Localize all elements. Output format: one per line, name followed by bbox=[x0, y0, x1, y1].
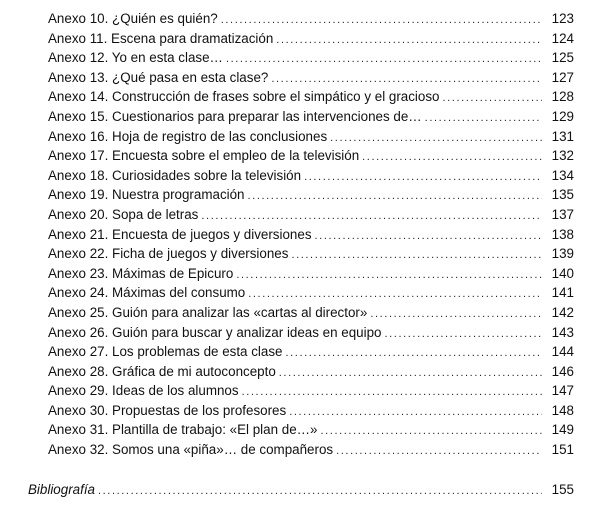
toc-entry-title: Anexo 15. Cuestionarios para preparar las intervenciones de… bbox=[48, 108, 422, 124]
toc-leader-dots bbox=[385, 325, 543, 345]
toc-leader-dots bbox=[370, 305, 542, 325]
toc-entry bbox=[48, 107, 574, 127]
toc-leader-dots bbox=[276, 31, 542, 51]
toc-entry-page-number: 146 bbox=[551, 363, 574, 379]
toc-leader-dots bbox=[362, 148, 542, 168]
toc-leader-dots bbox=[236, 266, 542, 286]
toc-entry-title: Anexo 23. Máximas de Epicuro bbox=[48, 265, 234, 281]
toc-entry-title: Anexo 11. Escena para dramatización bbox=[48, 30, 274, 46]
toc-entry-title: Anexo 31. Plantilla de trabajo: «El plan de…» bbox=[48, 422, 318, 438]
toc-entry-title: Anexo 19. Nuestra programación bbox=[48, 187, 245, 203]
toc-entry-page-number: 135 bbox=[551, 187, 574, 203]
toc-entry bbox=[48, 244, 574, 264]
toc-entry bbox=[48, 440, 574, 460]
toc-leader-dots bbox=[289, 403, 542, 423]
toc-entry-title: Anexo 14. Construcción de frases sobre el simpático y el gracioso bbox=[48, 89, 440, 105]
toc-leader-dots bbox=[248, 187, 542, 207]
toc-entry bbox=[48, 127, 574, 147]
toc-entry-page-number: 124 bbox=[551, 30, 574, 46]
toc-entry bbox=[48, 68, 574, 88]
toc-entry bbox=[48, 283, 574, 303]
toc-leader-dots bbox=[320, 422, 542, 442]
toc-entry-title: Anexo 17. Encuesta sobre el empleo de la televisión bbox=[48, 148, 360, 164]
toc-entry-page-number: 131 bbox=[551, 128, 574, 144]
toc-entry-title: Anexo 22. Ficha de juegos y diversiones bbox=[48, 246, 289, 262]
toc-entry-page-number: 123 bbox=[551, 11, 574, 26]
toc-entry bbox=[48, 323, 574, 343]
toc-entry-page-number: 125 bbox=[551, 50, 574, 66]
toc-entry bbox=[48, 166, 574, 186]
toc-entry-page-number: 148 bbox=[551, 402, 574, 418]
toc-entry-page-number: 140 bbox=[551, 265, 574, 281]
toc-entry bbox=[48, 225, 574, 245]
toc-entry-title: Anexo 25. Guión para analizar las «cartas al director» bbox=[48, 304, 368, 320]
toc-entry-page-number: 147 bbox=[551, 383, 574, 399]
toc-entry-title: Anexo 29. Ideas de los alumnos bbox=[48, 383, 239, 399]
toc-entry-page-number: 141 bbox=[551, 285, 574, 301]
toc-entry-page-number: 139 bbox=[551, 246, 574, 262]
toc-entry-title: Anexo 26. Guión para buscar y analizar ideas en equipo bbox=[48, 324, 382, 340]
toc-entry-title: Anexo 10. ¿Quién es quién? bbox=[48, 11, 218, 26]
toc-entry bbox=[48, 48, 574, 68]
toc-entry-page-number: 134 bbox=[551, 167, 574, 183]
toc-entry bbox=[48, 9, 574, 29]
toc-entry bbox=[48, 303, 574, 323]
toc-entry bbox=[48, 362, 574, 382]
toc-entry bbox=[48, 185, 574, 205]
toc-entry bbox=[48, 29, 574, 49]
toc-entry bbox=[48, 420, 574, 440]
toc-entry bbox=[48, 87, 574, 107]
toc-leader-dots bbox=[285, 344, 542, 364]
toc-leader-dots bbox=[279, 364, 542, 384]
toc-entry bbox=[48, 381, 574, 401]
toc-entry bbox=[48, 205, 574, 225]
toc-entry bbox=[48, 401, 574, 421]
toc-entry-page-number: 128 bbox=[551, 89, 574, 105]
toc-entry-page-number: 149 bbox=[551, 422, 574, 438]
toc-entry-title: Anexo 21. Encuesta de juegos y diversiones bbox=[48, 226, 312, 242]
toc-entry-title: Anexo 30. Propuestas de los profesores bbox=[48, 402, 287, 418]
toc-entry-title: Anexo 32. Somos una «piña»… de compañeros bbox=[48, 442, 334, 458]
toc-entry-page-number: 143 bbox=[551, 324, 574, 340]
toc-entry bbox=[48, 342, 574, 362]
toc-entry bbox=[48, 264, 574, 284]
toc-entry-page-number: 142 bbox=[551, 304, 574, 320]
toc-entry-title: Anexo 27. Los problemas de esta clase bbox=[48, 344, 283, 360]
toc-entry-title: Anexo 16. Hoja de registro de las conclusiones bbox=[48, 128, 328, 144]
toc-entry-page-number: 132 bbox=[551, 148, 574, 164]
toc-entry-title: Anexo 28. Gráfica de mi autoconcepto bbox=[48, 363, 276, 379]
toc-entry-page-number: 127 bbox=[551, 69, 574, 85]
toc-entry-bibliography bbox=[28, 480, 574, 500]
toc-entry-page-number: 151 bbox=[551, 442, 574, 458]
toc-entry-page-number: 155 bbox=[551, 482, 574, 497]
toc-leader-dots bbox=[291, 246, 542, 266]
toc-entry-title: Bibliografía bbox=[28, 482, 95, 497]
toc-leader-dots bbox=[98, 481, 542, 501]
toc-entry-title: Anexo 20. Sopa de letras bbox=[48, 206, 199, 222]
toc-entry-page-number: 144 bbox=[551, 344, 574, 360]
toc-leader-dots bbox=[304, 168, 542, 188]
toc-entry-page-number: 129 bbox=[551, 108, 574, 124]
toc-leader-dots bbox=[425, 109, 542, 129]
toc-entry-title: Anexo 18. Curiosidades sobre la televisión bbox=[48, 167, 302, 183]
toc-leader-dots bbox=[226, 50, 542, 70]
toc-leader-dots bbox=[315, 227, 542, 247]
toc-entry-title: Anexo 24. Máximas del consumo bbox=[48, 285, 246, 301]
toc-leader-dots bbox=[336, 442, 542, 462]
toc-entry-page-number: 138 bbox=[551, 226, 574, 242]
toc-entry-title: Anexo 13. ¿Qué pasa en esta clase? bbox=[48, 69, 269, 85]
toc-leader-dots bbox=[443, 89, 543, 109]
toc-list bbox=[48, 9, 574, 460]
toc-entry-page-number: 137 bbox=[551, 206, 574, 222]
toc-entry-title: Anexo 12. Yo en esta clase… bbox=[48, 50, 223, 66]
toc-entry bbox=[48, 146, 574, 166]
